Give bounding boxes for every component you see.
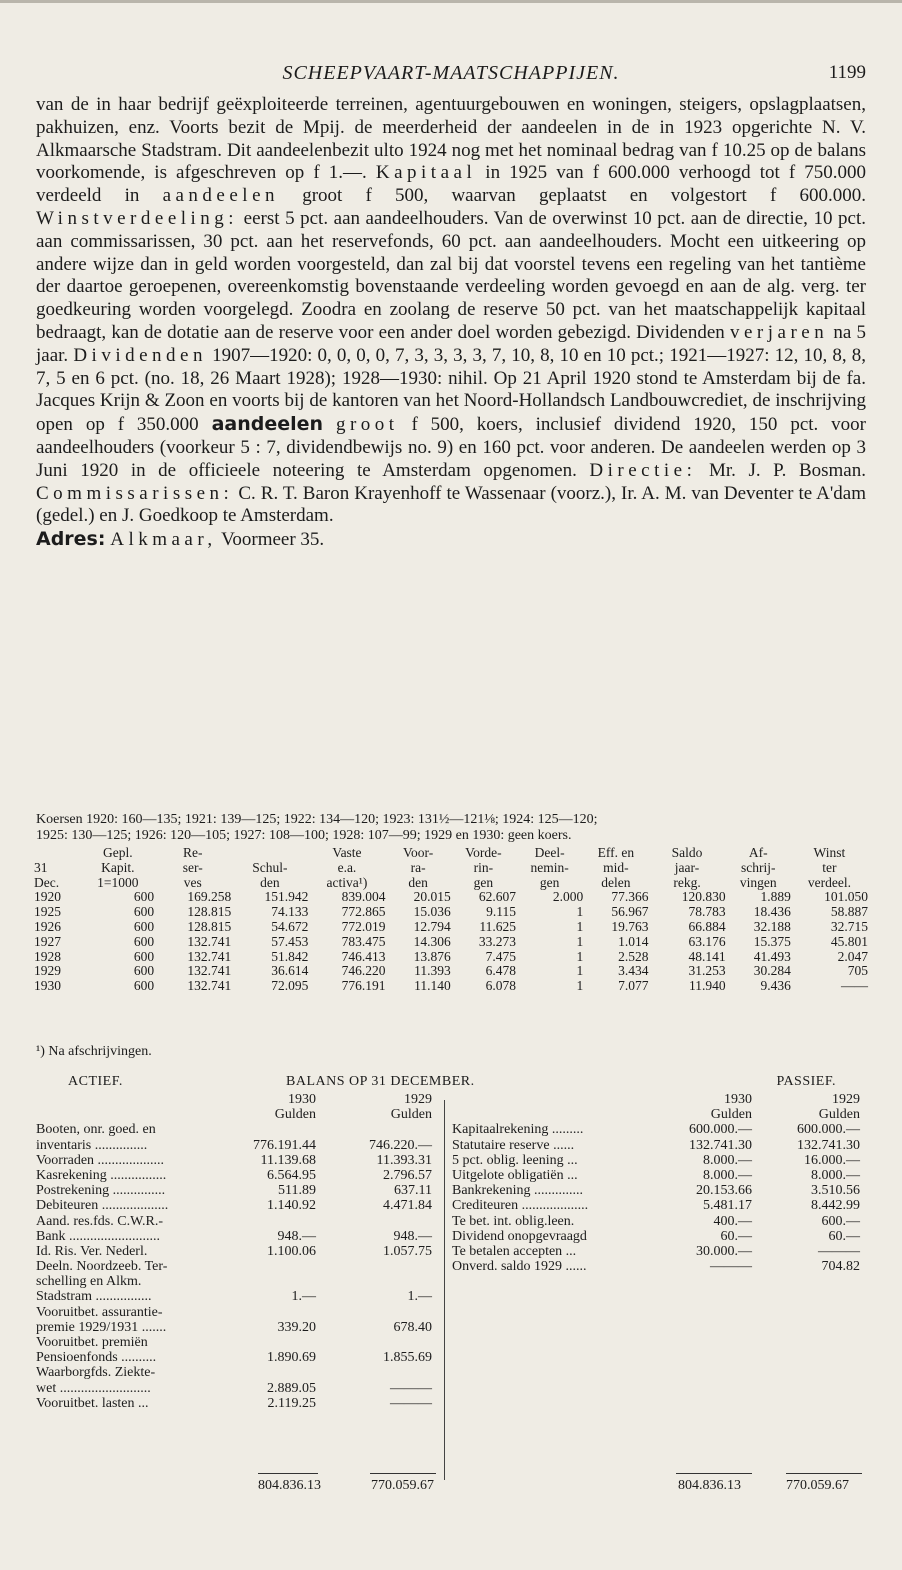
table-cell: 45.801: [830, 933, 868, 949]
balance-value: ———: [710, 1259, 752, 1275]
actief-column: [36, 1092, 436, 1411]
row-year: 1928: [34, 948, 61, 964]
balance-row: [452, 1168, 860, 1183]
table-cell: 58.887: [830, 904, 868, 920]
balance-item-label: Stadstram ................: [36, 1289, 152, 1305]
table-cell: 62.607: [478, 889, 516, 905]
table-header-row: [34, 876, 868, 891]
table-cell: 1: [576, 933, 584, 949]
commissarissen-heading: Commissarissen:: [36, 482, 234, 504]
balance-row: [452, 1138, 860, 1153]
table-cell: 41.493: [753, 948, 791, 964]
balance-value: 8.000.—: [703, 1167, 752, 1183]
balance-row: [452, 1214, 860, 1229]
table-cell: 57.453: [271, 933, 309, 949]
balance-row: [36, 1259, 436, 1274]
table-cell: 12.794: [413, 918, 451, 934]
balance-row: [452, 1259, 860, 1274]
table-cell: 19.763: [611, 918, 649, 934]
balance-value: 1929: [832, 1092, 860, 1107]
column-header: nemin-: [530, 859, 569, 875]
column-header: Af-: [748, 845, 768, 860]
balance-value: 600.000.—: [797, 1122, 860, 1138]
table-cell: 36.614: [271, 963, 309, 979]
total-rule: [370, 1473, 436, 1474]
passief-total-1930: 804.836.13: [678, 1478, 741, 1493]
balance-item-label: Bank ..........................: [36, 1228, 161, 1244]
balance-divider: [444, 1100, 445, 1480]
table-cell: 772.865: [341, 904, 386, 920]
koersen-block: [36, 812, 866, 844]
table-cell: 132.741: [187, 963, 232, 979]
balance-value: 637.11: [394, 1183, 432, 1199]
balance-item-label: Booten, onr. goed. en: [36, 1122, 156, 1138]
table-cell: 128.815: [187, 904, 232, 920]
table-cell: 2.528: [618, 948, 649, 964]
balance-row: [452, 1122, 860, 1137]
column-header: gen: [539, 874, 560, 890]
column-header: Kapit.: [101, 859, 135, 875]
dividenden-heading: Dividenden: [73, 344, 207, 366]
balance-row: [36, 1092, 436, 1107]
table-cell: 9.436: [760, 978, 791, 994]
top-edge-rule: [0, 0, 902, 3]
balance-value: 8.442.99: [811, 1198, 860, 1214]
column-header: gen: [473, 874, 494, 890]
page-header: [36, 62, 866, 88]
table-cell: 1.889: [760, 889, 791, 905]
table-cell: 746.220: [341, 963, 386, 979]
balance-value: 600.000.—: [689, 1122, 752, 1138]
column-header: [231, 846, 308, 861]
table-cell: 600: [133, 978, 155, 994]
balance-value: ———: [390, 1380, 432, 1396]
table-row: [34, 920, 868, 935]
table-cell: 746.413: [341, 948, 386, 964]
verjaren-heading: verjaren: [729, 321, 829, 343]
table-cell: 66.884: [688, 918, 726, 934]
column-header: vingen: [739, 874, 777, 890]
column-header: 31: [34, 859, 48, 875]
balance-value: ———: [390, 1395, 432, 1411]
table-cell: 11.140: [414, 978, 451, 994]
balance-item-label: inventaris ...............: [36, 1137, 148, 1153]
table-cell: 600: [133, 889, 155, 905]
table-cell: 56.967: [611, 904, 649, 920]
table-row: [34, 935, 868, 950]
table-cell: 31.253: [688, 963, 726, 979]
balance-value: 5.481.17: [703, 1198, 752, 1214]
balance-row: [36, 1396, 436, 1411]
balance-value: 20.153.66: [696, 1183, 752, 1199]
column-header: Deel-: [534, 845, 565, 860]
balance-value: 11.139.68: [260, 1152, 316, 1168]
prose-p7: f 500, koers, inclusief dividend 1920, 150 pct. voor aandeelhouders (voorkeur 5 : 7, dividendbewijs no. 9) en 160 pct. voor anderen. De aandeelen werden op 3 Juni 1920 in de officieele noteering te Amsterdam opgenomen.: [36, 414, 866, 481]
table-cell: 15.375: [753, 933, 791, 949]
table-cell: 120.830: [681, 889, 726, 905]
balance-item-label: Id. Ris. Ver. Nederl.: [36, 1243, 148, 1259]
balance-value: 948.—: [393, 1228, 432, 1244]
balance-item-label: Vooruitbet. premiën: [36, 1335, 148, 1350]
prose-p2: in 1925 van f 600.000 verhoogd tot f 750.000 verdeeld in: [36, 162, 867, 207]
actief-total-1930: 804.836.13: [258, 1478, 321, 1493]
table-cell: 6.078: [485, 978, 516, 994]
adres-street: Voormeer 35.: [216, 529, 325, 551]
balance-item-label: Postrekening ...............: [36, 1183, 166, 1199]
balance-item-label: schelling en Alkm.: [36, 1274, 142, 1290]
table-cell: 18.436: [753, 904, 791, 920]
table-row: [34, 890, 868, 905]
balance-row: [36, 1107, 436, 1122]
financial-summary-table: [34, 846, 868, 994]
actief-label: ACTIEF.: [68, 1074, 123, 1089]
adres-city: Alkmaar,: [110, 529, 217, 551]
total-rule: [258, 1473, 318, 1474]
table-cell: 33.273: [478, 933, 516, 949]
koersen-line-1: Koersen 1920: 160—135; 1921: 139—125; 1922: 134—120; 1923: 131½—121⅛; 1924: 125—120;: [36, 812, 598, 827]
column-header: delen: [601, 874, 631, 890]
balance-value: 1.100.06: [267, 1243, 316, 1259]
row-year: 1920: [34, 889, 61, 905]
balance-value: 1.890.69: [267, 1350, 316, 1366]
balance-item-label: Pensioenfonds ..........: [36, 1350, 157, 1366]
column-header: ves: [183, 874, 202, 890]
total-rule: [786, 1473, 862, 1474]
groot-heading: groot: [335, 414, 399, 436]
table-cell: 132.741: [187, 933, 232, 949]
table-cell: 48.141: [688, 948, 726, 964]
table-cell: 705: [847, 963, 868, 979]
balance-value: 1.855.69: [383, 1350, 432, 1366]
row-year: 1926: [34, 918, 61, 934]
balance-value: 600.—: [821, 1213, 860, 1229]
table-cell: 78.783: [688, 904, 726, 920]
balance-value: 4.471.84: [383, 1198, 432, 1214]
balance-value: 60.—: [720, 1228, 752, 1244]
column-header: Dec.: [34, 874, 60, 890]
balance-item-label: Dividend onopgevraagd: [452, 1228, 587, 1244]
adres-heading: Adres:: [36, 528, 106, 551]
table-cell: 2.000: [552, 889, 584, 905]
balance-item-label: Vooruitbet. assurantie-: [36, 1304, 163, 1320]
balance-value: 400.—: [713, 1213, 752, 1229]
balance-row: [36, 1153, 436, 1168]
table-header-row: [34, 861, 868, 876]
column-header: Schul-: [252, 859, 288, 875]
table-cell: 600: [133, 933, 155, 949]
balance-value: 11.393.31: [376, 1152, 432, 1168]
balance-value: 30.000.—: [696, 1243, 752, 1259]
balance-value: 8.000.—: [703, 1152, 752, 1168]
balance-item-label: Voorraden ...................: [36, 1152, 165, 1168]
table-cell: 600: [133, 948, 155, 964]
actief-total-1929: 770.059.67: [371, 1478, 434, 1493]
balance-value: 1.140.92: [267, 1198, 316, 1214]
column-header: rin-: [473, 859, 494, 875]
prose-p5: na 5 jaar.: [36, 321, 866, 366]
passief-total-1929: 770.059.67: [786, 1478, 849, 1493]
balance-row: [452, 1092, 860, 1107]
balance-row: [36, 1229, 436, 1244]
balance-value: 511.89: [278, 1183, 316, 1199]
table-cell: 600: [133, 904, 155, 920]
balance-item-label: Te betalen accepten ...: [452, 1243, 577, 1259]
balance-item-label: Statutaire reserve ......: [452, 1137, 575, 1153]
balance-value: 948.—: [277, 1228, 316, 1244]
balance-value: 1930: [724, 1092, 752, 1107]
balance-row: [36, 1350, 436, 1365]
balance-item-label: Kasrekening ................: [36, 1167, 167, 1183]
balance-value: 3.510.56: [811, 1183, 860, 1199]
aandeelen-heading: aandeelen: [162, 185, 280, 207]
balance-row: [452, 1229, 860, 1244]
prose-p6: 1907—1920: 0, 0, 0, 0, 7, 3, 3, 3, 3, 7, 10, 8, 10 en 10 pct.; 1921—1927: 12, 10, 8, 8, 7, 5 en 6 pct. (no. 18, 26 Maart 1928); 1928—1930: nihil. Op 21 April 1920 stond te Amsterdam bij de fa. Jacques Krijn & Zoon en voorts bij de kantoren van het Noord-Hollandsch Landbouwcrediet, de inschrijving open op f 350.000: [36, 344, 866, 436]
balance-row: [36, 1381, 436, 1396]
balance-value: Gulden: [274, 1107, 316, 1123]
balance-item-label: Uitgelote obligatiën ...: [452, 1167, 578, 1183]
column-header: schrij-: [740, 859, 776, 875]
passief-label: PASSIEF.: [776, 1074, 836, 1089]
table-row: [34, 964, 868, 979]
column-header: verdeel.: [807, 874, 851, 890]
running-title: SCHEEPVAART-MAATSCHAPPIJEN.: [282, 62, 620, 84]
balance-value: 1.—: [291, 1289, 316, 1305]
balance-row: [36, 1214, 436, 1229]
row-year: 1925: [34, 904, 61, 920]
column-header: Winst: [813, 845, 846, 860]
balance-value: ———: [818, 1243, 860, 1259]
balance-value: 132.741.30: [797, 1137, 860, 1153]
table-cell: 30.284: [753, 963, 791, 979]
balance-row: [452, 1198, 860, 1213]
table-cell: 776.191: [341, 978, 386, 994]
balance-item-label: 5 pct. oblig. leening ...: [452, 1152, 578, 1168]
table-cell: 783.475: [341, 933, 386, 949]
column-header: ra-: [410, 859, 426, 875]
table-cell: 7.475: [485, 948, 516, 964]
balance-value: Gulden: [818, 1107, 860, 1123]
page-number: 1199: [828, 62, 866, 83]
balance-row: [36, 1305, 436, 1320]
table-footnote: ¹) Na afschrijvingen.: [36, 1044, 152, 1059]
balance-value: 1.057.75: [383, 1243, 432, 1259]
balance-item-label: Kapitaalrekening .........: [452, 1122, 584, 1138]
balance-value: 746.220.—: [369, 1137, 432, 1153]
koersen-line-2: 1925: 130—125; 1926: 120—105; 1927: 108—100; 1928: 107—99; 1929 en 1930: geen koers.: [36, 828, 572, 843]
balance-item-label: Debiteuren ...................: [36, 1198, 169, 1214]
column-header: activa¹): [326, 874, 368, 890]
prose-p3: groot f 500, waarvan geplaatst en volgestort f 600.000.: [279, 185, 867, 207]
column-header: e.a.: [337, 859, 357, 875]
prose-p9: C. R. T. Baron Krayenhoff te Wassenaar (voorz.), Ir. A. M. van Deventer te A'dam (gedel.) en J. Goedkoop te Amsterdam.: [36, 482, 866, 527]
balance-item-label: Bankrekening ..............: [452, 1183, 584, 1199]
balance-row: [36, 1168, 436, 1183]
row-year: 1929: [34, 963, 61, 979]
column-header: den: [260, 874, 280, 890]
balance-row: [36, 1138, 436, 1153]
balance-row: [452, 1107, 860, 1122]
table-row: [34, 905, 868, 920]
balance-value: 2.889.05: [267, 1380, 316, 1396]
table-cell: 600: [133, 963, 155, 979]
balance-value: 704.82: [821, 1259, 860, 1275]
table-cell: 6.478: [485, 963, 516, 979]
table-cell: 169.258: [187, 889, 232, 905]
column-header: 1=1000: [97, 874, 139, 890]
table-cell: 1: [576, 948, 584, 964]
table-header-row: [34, 846, 868, 861]
table-cell: ——: [841, 978, 868, 994]
balance-value: 678.40: [393, 1319, 432, 1335]
balance-row: [452, 1244, 860, 1259]
balance-row: [36, 1122, 436, 1137]
table-cell: 63.176: [688, 933, 726, 949]
balance-item-label: Te bet. int. oblig.leen.: [452, 1213, 575, 1229]
total-rule: [676, 1473, 752, 1474]
table-cell: 77.366: [611, 889, 649, 905]
column-header: ter: [822, 859, 837, 875]
column-header: jaar-: [674, 859, 700, 875]
balance-sheet-header: [36, 1074, 866, 1090]
table-cell: 7.077: [618, 978, 649, 994]
table-cell: 3.434: [618, 963, 649, 979]
table-cell: 1: [576, 978, 584, 994]
table-cell: 132.741: [187, 978, 232, 994]
kapitaal-heading: Kapitaal: [375, 162, 477, 184]
table-cell: 15.036: [413, 904, 451, 920]
row-year: 1930: [34, 978, 61, 994]
balance-sheet-title: BALANS OP 31 DECEMBER.: [286, 1074, 475, 1089]
balance-item-label: Crediteuren ...................: [452, 1198, 589, 1214]
balance-item-label: Deeln. Noordzeeb. Ter-: [36, 1259, 168, 1275]
table-cell: 1.014: [618, 933, 649, 949]
table-cell: 772.019: [341, 918, 386, 934]
balance-value: 339.20: [277, 1319, 316, 1335]
table-cell: 839.004: [341, 889, 386, 905]
column-header: rekg.: [673, 874, 701, 890]
column-header: Eff. en: [597, 845, 635, 860]
company-description: [36, 94, 866, 552]
table-row: [34, 979, 868, 994]
balance-item-label: premie 1929/1931 .......: [36, 1319, 167, 1335]
balance-value: 16.000.—: [804, 1152, 860, 1168]
winstverdeeling-heading: Winstverdeeling:: [36, 207, 239, 229]
balance-value: Gulden: [390, 1107, 432, 1123]
table-cell: 1: [576, 963, 584, 979]
balance-row: [36, 1244, 436, 1259]
table-cell: 11.393: [414, 963, 451, 979]
balance-item-label: Vooruitbet. lasten ...: [36, 1395, 149, 1411]
column-header: den: [408, 874, 428, 890]
table-cell: 20.015: [413, 889, 451, 905]
table-cell: 54.672: [271, 918, 309, 934]
balance-value: 1929: [404, 1092, 432, 1107]
balance-value: 1930: [288, 1092, 316, 1107]
prose-p4: eerst 5 pct. aan aandeelhouders. Van de overwinst 10 pct. aan de directie, 10 pct. aan commissarissen, 30 pct. aan het reservefonds, 60 pct. aan aandeelhouders. Mocht een uitkeering op andere wijze dan in geld worden voorgesteld, dan zal bij dat voorstel tevens een regeling van het tantième der daartoe geroepenen, overeenkomstig bovenstaande verdeeling worden gevoegd en aan de alg. verg. ter goedkeuring worden voorgelegd. Zoodra en zoolang de reserve 50 pct. van het maatschappelijk kapitaal bedraagt, kan de dotatie aan de reserve voor een ander doel worden gebezigd. Dividenden: [36, 207, 866, 343]
table-cell: 2.047: [837, 948, 868, 964]
balance-row: [452, 1153, 860, 1168]
directie-heading: Directie:: [589, 459, 697, 481]
balance-row: [36, 1274, 436, 1289]
balance-value: 132.741.30: [689, 1137, 752, 1153]
balance-value: 6.564.95: [267, 1167, 316, 1183]
column-header: ser-: [182, 859, 203, 875]
column-header: Vorde-: [465, 845, 502, 860]
row-year: 1927: [34, 933, 61, 949]
balance-item-label: Onverd. saldo 1929 ......: [452, 1259, 587, 1275]
table-cell: 1: [576, 904, 584, 920]
balance-row: [36, 1289, 436, 1304]
table-cell: 14.306: [413, 933, 451, 949]
balance-value: 776.191.44: [253, 1137, 316, 1153]
table-row: [34, 950, 868, 965]
table-cell: 32.188: [753, 918, 791, 934]
column-header: [34, 846, 81, 861]
balance-value: 1.—: [407, 1289, 432, 1305]
table-cell: 101.050: [824, 889, 868, 905]
balance-item-label: wet ..........................: [36, 1380, 151, 1396]
column-header: Gepl.: [103, 845, 133, 860]
table-cell: 11.625: [479, 918, 516, 934]
column-header: Vaste: [332, 845, 362, 860]
balance-value: 60.—: [828, 1228, 860, 1244]
balance-value: 8.000.—: [811, 1167, 860, 1183]
table-cell: 32.715: [830, 918, 868, 934]
balance-row: [36, 1183, 436, 1198]
balance-value: 2.119.25: [267, 1395, 316, 1411]
column-header: Re-: [182, 845, 203, 860]
column-header: Saldo: [671, 845, 703, 860]
balance-item-label: Waarborgfds. Ziekte-: [36, 1365, 156, 1381]
table-cell: 13.876: [413, 948, 451, 964]
table-cell: 600: [133, 918, 155, 934]
table-cell: 9.115: [486, 904, 516, 920]
balance-value: Gulden: [710, 1107, 752, 1123]
balance-value: 2.796.57: [383, 1167, 432, 1183]
table-cell: 151.942: [264, 889, 309, 905]
table-body: [34, 890, 868, 994]
balance-row: [36, 1335, 436, 1350]
prose-p8: Mr. J. P. Bosman.: [696, 459, 866, 481]
passief-column: [452, 1092, 860, 1274]
prose-p1: van de in haar bedrijf geëxploiteerde terreinen, agentuurgebouwen en woningen, steigers, opslagplaatsen, pakhuizen, enz. Voorts bezit de Mpij. de meerderheid der aandeelen in de in 1923 opgerichte N. V. Alkmaarsche Stadstram. Dit aandeelenbezit ulto 1924 nog met het nominaal bedrag van f 10.25 op de balans voorkomende, is afgeschreven op f 1.—.: [36, 94, 866, 184]
column-header: mid-: [603, 859, 629, 875]
table-header: [34, 846, 868, 890]
balance-item-label: Aand. res.fds. C.W.R.-: [36, 1213, 164, 1229]
table-cell: 132.741: [187, 948, 232, 964]
table-cell: 72.095: [271, 978, 309, 994]
balance-row: [452, 1183, 860, 1198]
aandeelen-bold-heading: aandeelen: [211, 413, 324, 436]
table-cell: 74.133: [271, 904, 309, 920]
table-cell: 51.842: [271, 948, 309, 964]
balance-row: [36, 1198, 436, 1213]
balance-row: [36, 1365, 436, 1380]
table-cell: 11.940: [688, 978, 726, 994]
table-cell: 128.815: [187, 918, 232, 934]
column-header: Voor-: [403, 845, 434, 860]
table-cell: 1: [576, 918, 584, 934]
balance-row: [36, 1320, 436, 1335]
